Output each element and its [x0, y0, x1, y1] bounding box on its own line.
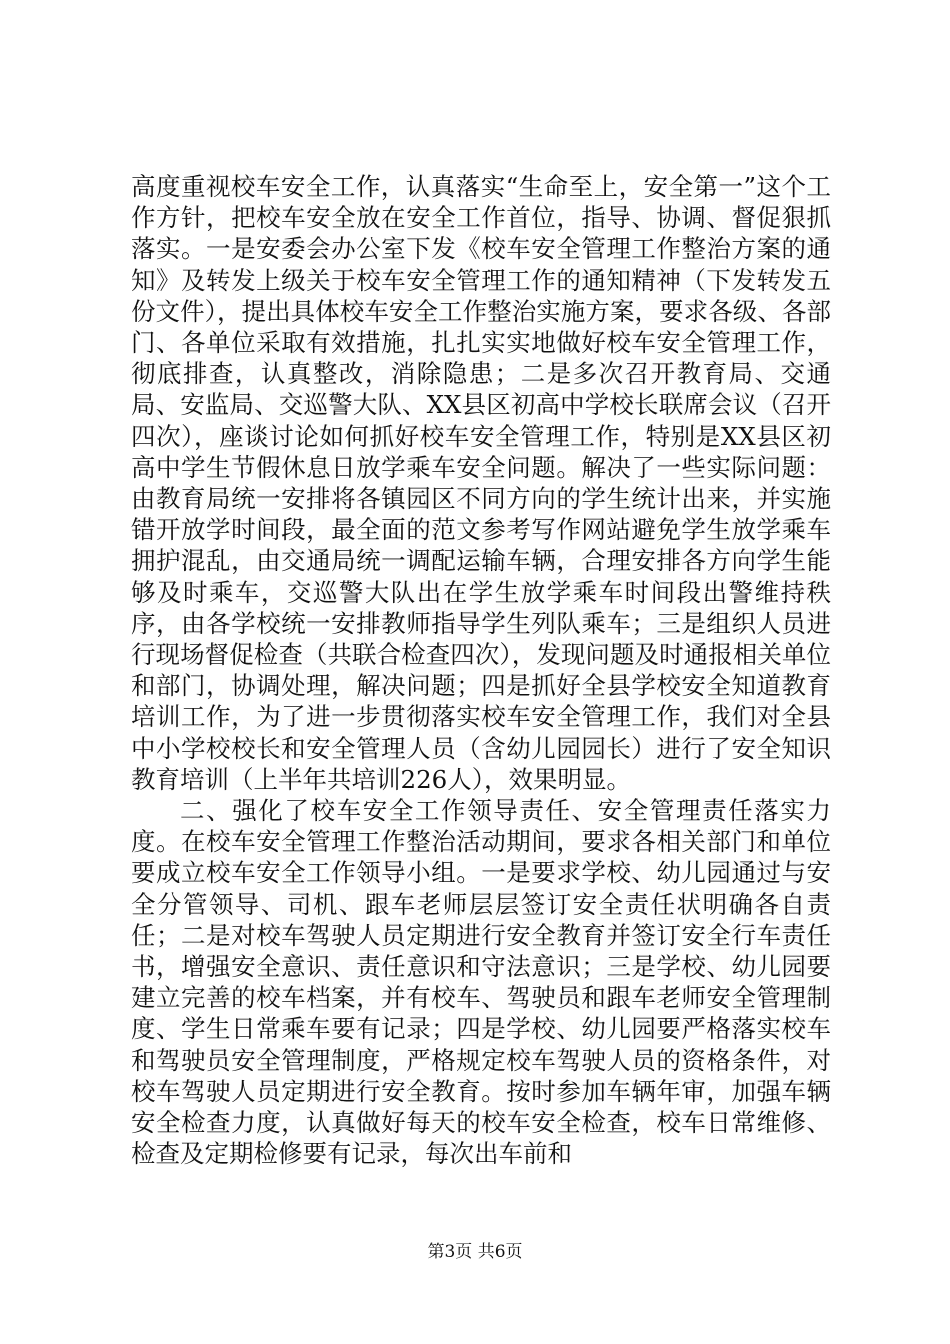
page-footer [0, 1242, 950, 1262]
page-total: 共6页 [477, 1242, 523, 1262]
paragraph-2: 二、强化了校车安全工作领导责任、安全管理责任落实力度。在校车安全管理工作整治活动期间，要求各相关部门和单位要成立校车安全工作领导小组。一是要求学校、幼儿园通过与安全分管领导、司机、跟车老师层层签订安全责任状明确各自责任；二是对校车驾驶人员定期进行安全教育并签订安全行车责任书，增强安全意识、责任意识和守法意识；三是学校、幼儿园要建立完善的校车档案，并有校车、驾驶员和跟车老师安全管理制度、学生日常乘车要有记录；四是学校、幼儿园要严格落实校车和驾驶员安全管理制度，严格规定校车驾驶人员的资格条件，对校车驾驶人员定期进行安全教育。按时参加车辆年审，加强车辆安全检查力度，认真做好每天的校车安全检查，校车日常维修、检查及定期检修要有记录，每次出车前和 [131, 796, 831, 1169]
document-body [131, 171, 831, 1170]
page-number: 第3页 [427, 1242, 473, 1262]
paragraph-1: 高度重视校车安全工作，认真落实“生命至上，安全第一”这个工作方针，把校车安全放在安全工作首位，指导、协调、督促狠抓落实。一是安委会办公室下发《校车安全管理工作整治方案的通知》及转发上级关于校车安全管理工作的通知精神（下发转发五份文件），提出具体校车安全工作整治实施方案，要求各级、各部门、各单位采取有效措施，扎扎实实地做好校车安全管理工作，彻底排查，认真整改，消除隐患；二是多次召开教育局、交通局、安监局、交巡警大队、XX县区初高中学校长联席会议（召开四次），座谈讨论如何抓好校车安全管理工作，特别是XX县区初高中学生节假休息日放学乘车安全问题。解决了一些实际问题：由教育局统一安排将各镇园区不同方向的学生统计出来，并实施错开放学时间段，最全面的范文参考写作网站避免学生放学乘车拥护混乱，由交通局统一调配运输车辆，合理安排各方向学生能够及时乘车，交巡警大队出在学生放学乘车时间段出警维持秩序，由各学校统一安排教师指导学生列队乘车；三是组织人员进行现场督促检查（共联合检查四次），发现问题及时通报相关单位和部门，协调处理，解决问题；四是抓好全县学校安全知道教育培训工作，为了进一步贯彻落实校车安全管理工作，我们对全县中小学校校长和安全管理人员（含幼儿园园长）进行了安全知识教育培训（上半年共培训226人），效果明显。 [131, 172, 831, 794]
